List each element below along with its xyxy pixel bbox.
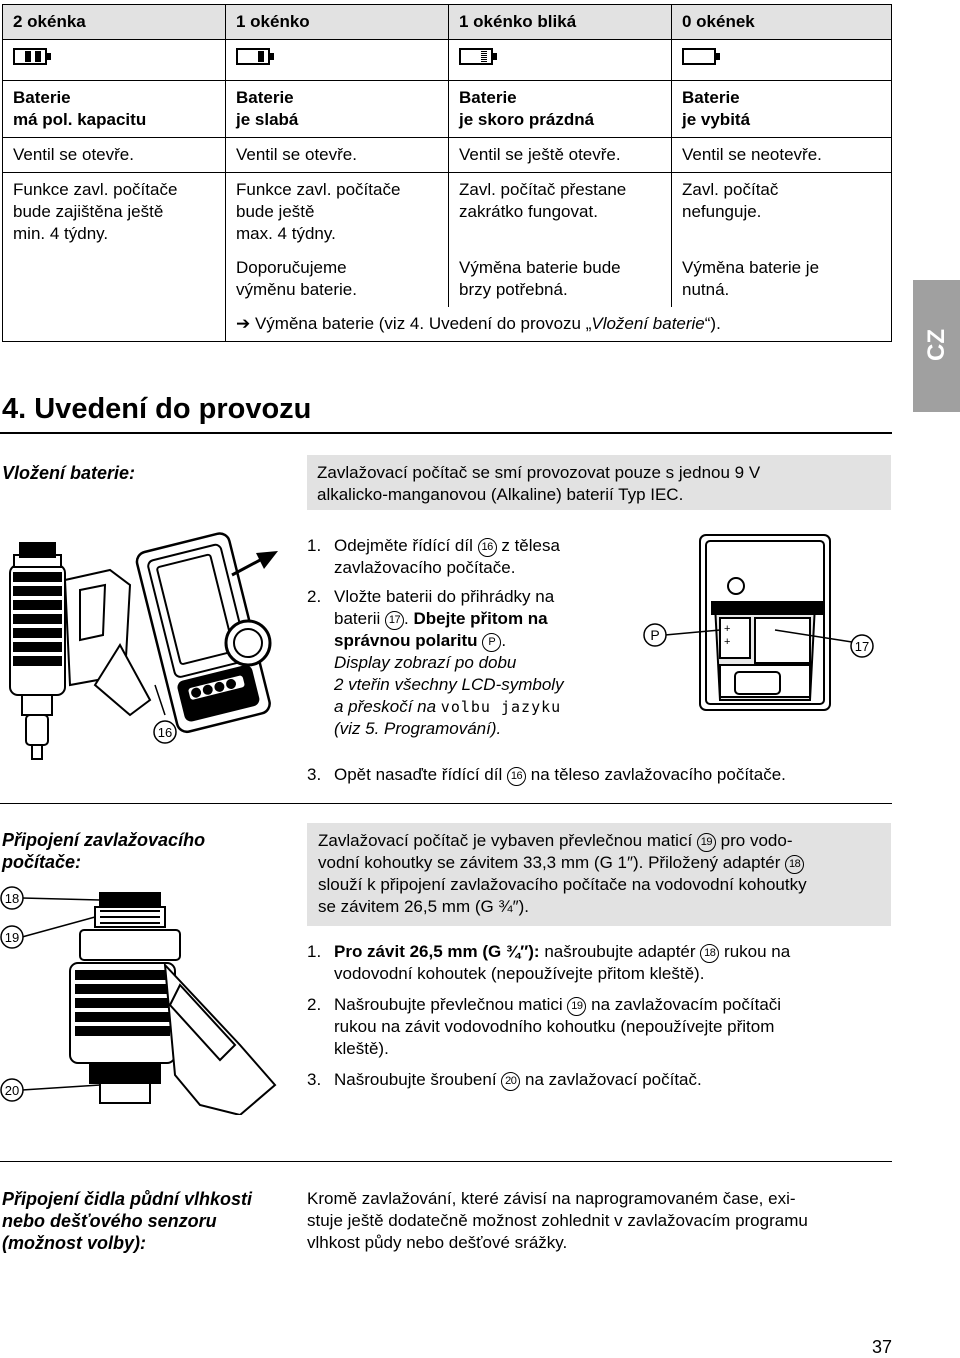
list-item: 2. Vložte baterii do přihrádky na baterii 17 . Dbejte přitom na správnou polaritu P . Display zobrazí po dobu 2 vteřin všechny LCD-symboly a přeskočí na volbu jazyku (viz 5. Programování). [307,587,564,738]
list-item: 2. Našroubujte převlečnou matici 19 na zavlažovacím počítači rukou na závit vodovodního kohoutku (nepoužívejte přitom kleště). [307,995,782,1058]
battery-empty-icon [682,48,716,65]
valve-status: Ventil se ještě otevře. [449,138,672,173]
list-item: 1. Pro závit 26,5 mm (G ¾″): našroubujte adaptér 18 rukou na vodovodní kohoutek (nepoužívejte přitom kleště). [307,942,791,983]
sensor-label: Připojení čidla půdní vlhkosti nebo dešťového senzoru (možnost volby): [2,1189,253,1253]
callout-16: 16 [157,725,173,740]
page-number: 37 [871,1337,892,1357]
battery-1-segment-icon [236,48,270,65]
battery-2-segments-icon [13,48,47,65]
section-rule [0,432,892,434]
function-status: Zavl. počítač nefunguje. [672,173,892,252]
list-item: 3. Našroubujte šroubení 20 na zavlažovací počítač. [307,1070,702,1089]
connection-illustration [0,885,300,1115]
connect-steps [307,941,892,1098]
function-status: Funkce zavl. počítače bude zajištěna ještě min. 4 týdny. [3,173,226,342]
sensor-text: Kromě zavlažování, které závisí na naprogramovaném čase, exi- stuje ještě dodatečně možnost zohlednit v zavlažovacím programu vlhkost půdy nebo dešťové srážky. [307,1189,808,1252]
function-status: Zavl. počítač přestane zakrátko fungovat. [449,173,672,252]
connect-label: Připojení zavlažovacího počítače: [2,830,206,872]
header-1-window: 1 okénko [226,5,449,40]
battery-note-box: Zavlažovací počítač se smí provozovat pouze s jednou 9 V alkalicko-manganovou (Alkaline) baterií Typ IEC. [307,455,891,510]
callout-20: 20 [4,1083,20,1098]
recommendation: Doporučujeme výměnu baterie. [226,251,449,307]
callout-18: 18 [4,891,20,906]
header-2-windows: 2 okénka [3,5,226,40]
callout-17: 17 [854,639,870,654]
valve-status: Ventil se neotevře. [672,138,892,173]
state-full: Baterie má pol. kapacitu [3,81,226,138]
list-item: 3. Opět nasaďte řídící díl 16 na těleso zavlažovacího počítače. [307,765,786,784]
section-title: 4. Uvedení do provozu [2,393,312,425]
battery-step-3 [307,764,887,793]
recommendation: Výměna baterie je nutná. [672,251,892,307]
callout-P: P [650,627,660,643]
battery-steps [307,535,627,747]
header-0-windows: 0 okének [672,5,892,40]
replace-note: ➔ Výměna baterie (viz 4. Uvedení do provozu „Vložení baterie“). [226,307,892,342]
battery-compartment-illustration [620,530,895,715]
connect-intro-box: Zavlažovací počítač je vybaven převlečnou maticí 19 pro vodo- vodní kohoutky se závitem 33,3 mm (G 1″). Přiložený adaptér 18 slouží k připojení zavlažovacího počítače na vodovodní kohoutky se závitem 26,5 mm (G ¾″). [307,823,891,926]
list-item: 1. Odejměte řídící díl 16 z tělesa zavlažovacího počítače. [307,536,560,577]
section-divider [0,1161,892,1162]
controller-removal-illustration [0,525,300,775]
battery-insert-label: Vložení baterie: [2,463,136,483]
valve-status: Ventil se otevře. [3,138,226,173]
language-tab: CZ [913,280,960,412]
function-status: Funkce zavl. počítače bude ještě max. 4 týdny. [226,173,449,252]
section-divider [0,803,892,804]
svg-text:+: + [724,623,731,635]
header-1-window-blinking: 1 okénko bliká [449,5,672,40]
state-empty: Baterie je vybitá [672,81,892,138]
recommendation: Výměna baterie bude brzy potřebná. [449,251,672,307]
battery-status-table [2,4,892,342]
callout-19: 19 [4,930,20,945]
state-weak: Baterie je slabá [226,81,449,138]
state-almost-empty: Baterie je skoro prázdná [449,81,672,138]
battery-1-segment-blinking-icon [459,48,493,65]
svg-text:+: + [724,636,731,648]
valve-status: Ventil se otevře. [226,138,449,173]
